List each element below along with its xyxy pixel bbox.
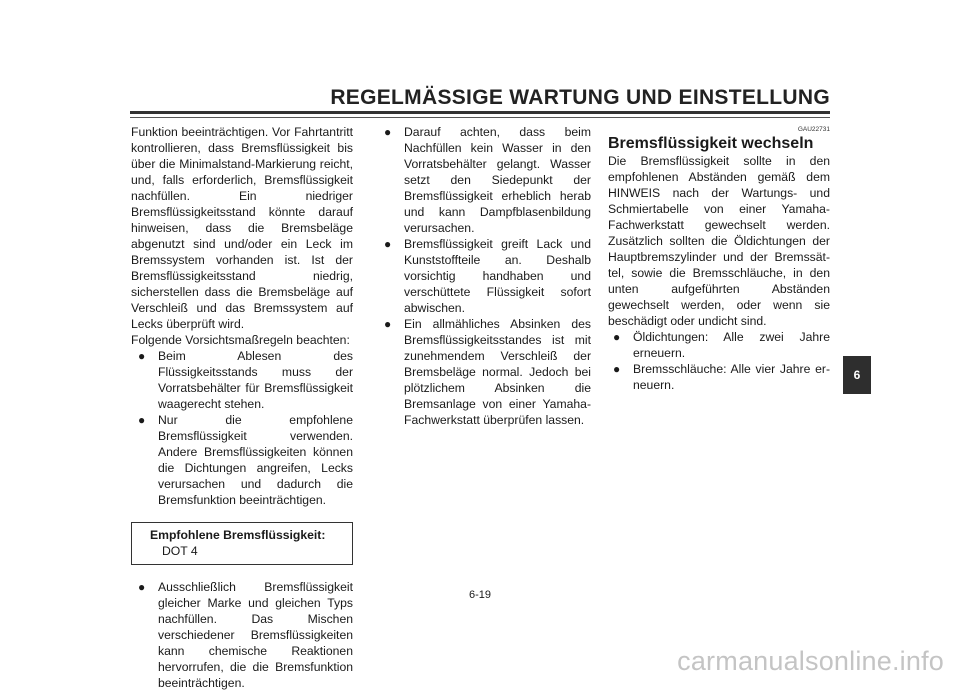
list-item: ● Öldichtungen: Alle zwei Jahre erneuern.: [613, 330, 830, 360]
header-rule-thin: [130, 117, 830, 118]
column-2: [384, 124, 591, 428]
reference-code: GAU22731: [797, 126, 830, 133]
bullet-icon: ●: [384, 237, 392, 251]
bullet-icon: ●: [613, 330, 621, 344]
chapter-tab: 6: [843, 356, 871, 394]
list-item: ● Bremsflüssigkeit greift Lack und Kunststoffteile an. Deshalb vorsichtig handhaben und verschüttete Flüssigkeit sofort abwischen.: [384, 237, 591, 315]
intro-paragraph: Funktion beeinträchtigen. Vor Fahrtantritt kontrollieren, dass Bremsflüssigkeit bis über die Minimalstand-Markierung reicht, und, falls erforderlich, Bremsflüssigkeit nachfüllen. Ein niedriger Bremsflüssigkeitsstand könnte darauf hinweisen, dass die Bremsbeläge abgenutzt sind und/oder ein Leck im Bremssystem vorhanden ist. Ist der Bremsflüssigkeitsstand niedrig, sicherstellen dass die Bremsbeläge auf Verschleiß und das Bremssystem auf Lecks überprüft wird.: [131, 125, 353, 331]
list-item: ● Ein allmähliches Absinken des Bremsflüssigkeitsstandes ist mit zunehmendem Verschleiß der Bremsbeläge normal. Jedoch bei plötzlichem Absinken die Bremsanlage von einer Yamaha-Fachwerkstatt überprüfen lassen.: [384, 317, 591, 427]
recommended-fluid-box: [131, 522, 353, 565]
bullet-icon: ●: [384, 317, 392, 331]
list-item: ● Beim Ablesen des Flüssigkeitsstands muss der Vorratsbehälter für Bremsflüssigkeit waagerecht stehen.: [138, 349, 353, 411]
section-heading: Bremsflüssigkeit wechseln: [608, 135, 814, 152]
bullet-icon: ●: [384, 125, 392, 139]
list-item: ● Nur die empfohlene Bremsflüssigkeit verwenden. Andere Bremsflüssigkeiten können die Dichtungen angreifen, Lecks verursachen und dadurch die Bremsfunktion beeinträchtigen.: [138, 413, 353, 507]
recommended-fluid-title: Empfohlene Bremsflüssigkeit:: [150, 528, 326, 542]
precautions-label: Folgende Vorsichtsmaßregeln beachten:: [131, 333, 350, 347]
column-3: [608, 124, 830, 393]
list-item: ● Darauf achten, dass beim Nachfüllen kein Wasser in den Vorratsbehälter gelangt. Wasser setzt den Siedepunkt der Bremsflüssigkeit erheblich herab und kann Dampfblasenbildung verursachen.: [384, 125, 591, 235]
header-rule-thick: [130, 111, 830, 114]
list-item: ● Ausschließlich Bremsflüssigkeit gleicher Marke und gleichen Typs nachfüllen. Das Mischen verschiedener Bremsflüssigkeiten kann chemische Reaktionen hervorrufen, die die Bremsfunktion beeinträchtigen.: [138, 580, 353, 690]
bullet-icon: ●: [613, 362, 621, 376]
bullet-icon: ●: [138, 349, 146, 363]
brake-fluid-change-paragraph: Die Bremsflüssigkeit sollte in den empfohlenen Abständen gemäß dem HINWEIS nach der Wartungs- und Schmiertabelle von einer Yamaha-Fachwerkstatt gewechselt werden. Zusätzlich sollten die Öldichtungen der Hauptbremszylinder und der Bremssättel, sowie die Bremsschläuche, in den unten aufgeführten Abständen gewechselt werden, oder wenn sie beschädigt oder undicht sind.: [608, 154, 830, 328]
bullet-icon: ●: [138, 580, 146, 594]
list-item: ● Bremsschläuche: Alle vier Jahre erneuern.: [613, 362, 830, 392]
section-header-title: REGELMÄSSIGE WARTUNG UND EINSTELLUNG: [330, 86, 830, 109]
bullet-icon: ●: [138, 413, 146, 427]
column-1: [131, 124, 353, 691]
recommended-fluid-value: DOT 4: [162, 544, 198, 558]
watermark: carmanualsonline.info: [677, 646, 944, 676]
page-number: 6-19: [468, 589, 492, 601]
